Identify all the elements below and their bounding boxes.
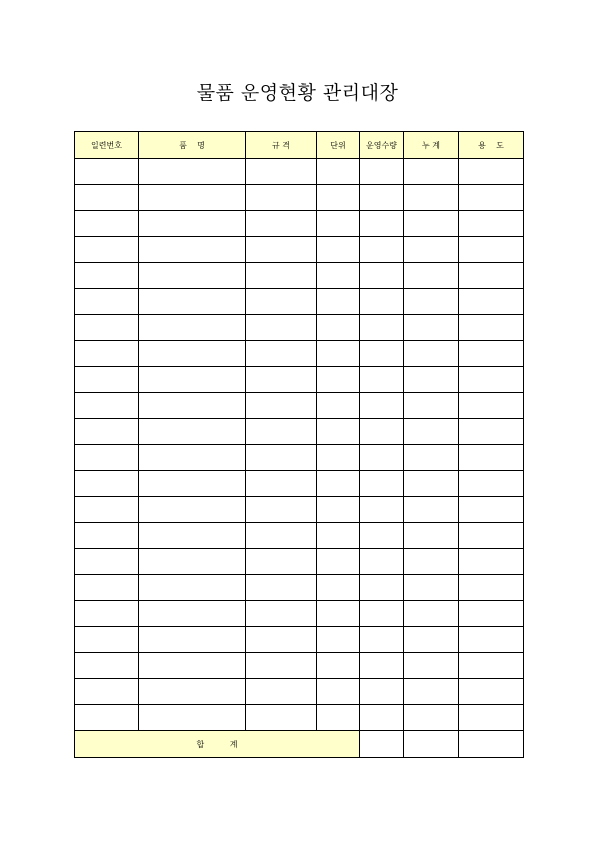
cell-serial[interactable] <box>75 497 139 523</box>
header-row <box>75 132 524 159</box>
table-row <box>75 497 524 523</box>
cell-usage[interactable] <box>459 705 524 731</box>
cell-serial[interactable] <box>75 679 139 705</box>
cell-item-name[interactable] <box>139 471 246 497</box>
cell-usage[interactable] <box>459 627 524 653</box>
cell-cumulative[interactable] <box>404 263 459 289</box>
cell-spec[interactable] <box>246 471 317 497</box>
cell-cumulative[interactable] <box>404 601 459 627</box>
cell-unit[interactable] <box>317 237 360 263</box>
cell-operating-qty[interactable] <box>360 263 404 289</box>
cell-usage[interactable] <box>459 679 524 705</box>
cell-cumulative[interactable] <box>404 549 459 575</box>
cell-operating-qty[interactable] <box>360 497 404 523</box>
cell-unit[interactable] <box>317 575 360 601</box>
cell-item-name[interactable] <box>139 523 246 549</box>
cell-operating-qty[interactable] <box>360 471 404 497</box>
table-row <box>75 315 524 341</box>
cell-item-name[interactable] <box>139 419 246 445</box>
cell-usage[interactable] <box>459 393 524 419</box>
cell-serial[interactable] <box>75 575 139 601</box>
cell-usage[interactable] <box>459 289 524 315</box>
cell-unit[interactable] <box>317 159 360 185</box>
cell-item-name[interactable] <box>139 705 246 731</box>
cell-usage[interactable] <box>459 653 524 679</box>
table-row <box>75 445 524 471</box>
cell-item-name[interactable] <box>139 237 246 263</box>
cell-item-name[interactable] <box>139 263 246 289</box>
cell-unit[interactable] <box>317 263 360 289</box>
cell-cumulative[interactable] <box>404 393 459 419</box>
cell-spec[interactable] <box>246 627 317 653</box>
table-row <box>75 263 524 289</box>
cell-cumulative[interactable] <box>404 419 459 445</box>
cell-operating-qty[interactable] <box>360 341 404 367</box>
table-row <box>75 367 524 393</box>
cell-spec[interactable] <box>246 705 317 731</box>
cell-cumulative[interactable] <box>404 159 459 185</box>
cell-spec[interactable] <box>246 523 317 549</box>
cell-unit[interactable] <box>317 341 360 367</box>
total-operating-qty-cell[interactable] <box>360 731 404 758</box>
cell-item-name[interactable] <box>139 445 246 471</box>
table-row <box>75 601 524 627</box>
cell-cumulative[interactable] <box>404 471 459 497</box>
cell-cumulative[interactable] <box>404 185 459 211</box>
cell-item-name[interactable] <box>139 627 246 653</box>
total-row <box>75 731 524 758</box>
table-row <box>75 575 524 601</box>
cell-operating-qty[interactable] <box>360 653 404 679</box>
cell-operating-qty[interactable] <box>360 237 404 263</box>
cell-spec[interactable] <box>246 185 317 211</box>
cell-operating-qty[interactable] <box>360 211 404 237</box>
cell-spec[interactable] <box>246 315 317 341</box>
cell-item-name[interactable] <box>139 497 246 523</box>
document-title: 물품 운영현황 관리대장 <box>196 82 399 104</box>
cell-serial[interactable] <box>75 471 139 497</box>
cell-unit[interactable] <box>317 419 360 445</box>
cell-operating-qty[interactable] <box>360 315 404 341</box>
cell-unit[interactable] <box>317 523 360 549</box>
cell-serial[interactable] <box>75 367 139 393</box>
total-cumulative-cell[interactable] <box>404 731 459 758</box>
cell-unit[interactable] <box>317 367 360 393</box>
cell-usage[interactable] <box>459 575 524 601</box>
cell-operating-qty[interactable] <box>360 627 404 653</box>
cell-usage[interactable] <box>459 341 524 367</box>
cell-usage[interactable] <box>459 185 524 211</box>
cell-serial[interactable] <box>75 627 139 653</box>
cell-item-name[interactable] <box>139 159 246 185</box>
cell-spec[interactable] <box>246 653 317 679</box>
cell-item-name[interactable] <box>139 211 246 237</box>
cell-cumulative[interactable] <box>404 653 459 679</box>
cell-cumulative[interactable] <box>404 445 459 471</box>
table-row <box>75 627 524 653</box>
cell-operating-qty[interactable] <box>360 367 404 393</box>
cell-cumulative[interactable] <box>404 211 459 237</box>
cell-item-name[interactable] <box>139 315 246 341</box>
column-header-item-name: 품 명 <box>139 132 246 159</box>
table-row <box>75 211 524 237</box>
cell-operating-qty[interactable] <box>360 575 404 601</box>
cell-serial[interactable] <box>75 185 139 211</box>
table-row <box>75 419 524 445</box>
table-row <box>75 185 524 211</box>
table-row <box>75 237 524 263</box>
cell-spec[interactable] <box>246 159 317 185</box>
ledger-table <box>74 131 524 758</box>
cell-operating-qty[interactable] <box>360 419 404 445</box>
cell-usage[interactable] <box>459 263 524 289</box>
cell-spec[interactable] <box>246 497 317 523</box>
cell-usage[interactable] <box>459 549 524 575</box>
cell-usage[interactable] <box>459 419 524 445</box>
cell-operating-qty[interactable] <box>360 705 404 731</box>
cell-spec[interactable] <box>246 341 317 367</box>
cell-cumulative[interactable] <box>404 341 459 367</box>
cell-item-name[interactable] <box>139 653 246 679</box>
cell-cumulative[interactable] <box>404 289 459 315</box>
table-row <box>75 289 524 315</box>
cell-unit[interactable] <box>317 549 360 575</box>
cell-cumulative[interactable] <box>404 575 459 601</box>
column-header-operating-qty: 운영수량 <box>360 132 404 159</box>
cell-serial[interactable] <box>75 263 139 289</box>
cell-unit[interactable] <box>317 705 360 731</box>
column-header-serial: 일련번호 <box>75 132 139 159</box>
cell-cumulative[interactable] <box>404 679 459 705</box>
cell-cumulative[interactable] <box>404 627 459 653</box>
cell-usage[interactable] <box>459 315 524 341</box>
cell-serial[interactable] <box>75 549 139 575</box>
cell-usage[interactable] <box>459 159 524 185</box>
ledger-body <box>75 159 524 731</box>
cell-serial[interactable] <box>75 159 139 185</box>
cell-item-name[interactable] <box>139 367 246 393</box>
cell-serial[interactable] <box>75 419 139 445</box>
total-usage-cell[interactable] <box>459 731 524 758</box>
cell-serial[interactable] <box>75 393 139 419</box>
cell-item-name[interactable] <box>139 393 246 419</box>
cell-serial[interactable] <box>75 237 139 263</box>
cell-cumulative[interactable] <box>404 705 459 731</box>
cell-item-name[interactable] <box>139 575 246 601</box>
cell-spec[interactable] <box>246 419 317 445</box>
cell-spec[interactable] <box>246 601 317 627</box>
cell-spec[interactable] <box>246 445 317 471</box>
cell-operating-qty[interactable] <box>360 393 404 419</box>
cell-unit[interactable] <box>317 289 360 315</box>
table-row <box>75 705 524 731</box>
cell-operating-qty[interactable] <box>360 679 404 705</box>
table-row <box>75 341 524 367</box>
cell-unit[interactable] <box>317 315 360 341</box>
cell-spec[interactable] <box>246 679 317 705</box>
cell-operating-qty[interactable] <box>360 289 404 315</box>
cell-item-name[interactable] <box>139 679 246 705</box>
total-label: 합 계 <box>75 731 360 758</box>
cell-usage[interactable] <box>459 445 524 471</box>
column-header-unit: 단위 <box>317 132 360 159</box>
cell-serial[interactable] <box>75 445 139 471</box>
cell-cumulative[interactable] <box>404 315 459 341</box>
cell-spec[interactable] <box>246 549 317 575</box>
cell-spec[interactable] <box>246 211 317 237</box>
cell-cumulative[interactable] <box>404 367 459 393</box>
cell-operating-qty[interactable] <box>360 549 404 575</box>
cell-unit[interactable] <box>317 679 360 705</box>
cell-unit[interactable] <box>317 445 360 471</box>
column-header-spec: 규 격 <box>246 132 317 159</box>
cell-cumulative[interactable] <box>404 497 459 523</box>
cell-spec[interactable] <box>246 237 317 263</box>
cell-item-name[interactable] <box>139 341 246 367</box>
cell-spec[interactable] <box>246 289 317 315</box>
cell-cumulative[interactable] <box>404 237 459 263</box>
cell-usage[interactable] <box>459 601 524 627</box>
cell-item-name[interactable] <box>139 549 246 575</box>
cell-usage[interactable] <box>459 471 524 497</box>
cell-operating-qty[interactable] <box>360 185 404 211</box>
cell-serial[interactable] <box>75 653 139 679</box>
table-row <box>75 471 524 497</box>
table-row <box>75 653 524 679</box>
cell-operating-qty[interactable] <box>360 445 404 471</box>
cell-operating-qty[interactable] <box>360 523 404 549</box>
cell-usage[interactable] <box>459 497 524 523</box>
cell-serial[interactable] <box>75 211 139 237</box>
table-row <box>75 523 524 549</box>
cell-usage[interactable] <box>459 367 524 393</box>
table-row <box>75 159 524 185</box>
cell-serial[interactable] <box>75 315 139 341</box>
cell-spec[interactable] <box>246 575 317 601</box>
cell-unit[interactable] <box>317 471 360 497</box>
cell-unit[interactable] <box>317 627 360 653</box>
cell-spec[interactable] <box>246 367 317 393</box>
cell-unit[interactable] <box>317 497 360 523</box>
cell-usage[interactable] <box>459 237 524 263</box>
cell-serial[interactable] <box>75 289 139 315</box>
table-row <box>75 393 524 419</box>
cell-unit[interactable] <box>317 653 360 679</box>
cell-item-name[interactable] <box>139 289 246 315</box>
cell-operating-qty[interactable] <box>360 159 404 185</box>
table-row <box>75 549 524 575</box>
cell-item-name[interactable] <box>139 601 246 627</box>
cell-serial[interactable] <box>75 705 139 731</box>
cell-unit[interactable] <box>317 211 360 237</box>
cell-spec[interactable] <box>246 263 317 289</box>
column-header-usage: 용 도 <box>459 132 524 159</box>
cell-unit[interactable] <box>317 393 360 419</box>
cell-usage[interactable] <box>459 523 524 549</box>
cell-usage[interactable] <box>459 211 524 237</box>
cell-item-name[interactable] <box>139 185 246 211</box>
cell-spec[interactable] <box>246 393 317 419</box>
cell-serial[interactable] <box>75 523 139 549</box>
cell-serial[interactable] <box>75 601 139 627</box>
cell-unit[interactable] <box>317 601 360 627</box>
cell-serial[interactable] <box>75 341 139 367</box>
cell-operating-qty[interactable] <box>360 601 404 627</box>
table-row <box>75 679 524 705</box>
cell-cumulative[interactable] <box>404 523 459 549</box>
cell-unit[interactable] <box>317 185 360 211</box>
column-header-cumulative: 누 계 <box>404 132 459 159</box>
